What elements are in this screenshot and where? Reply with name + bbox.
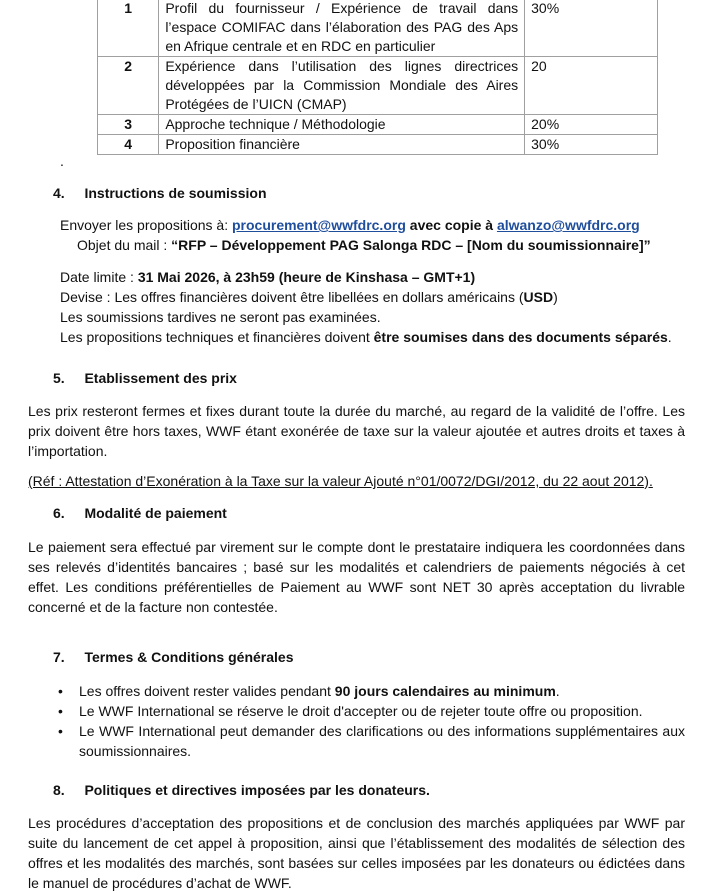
procurement-email-link[interactable]: procurement@wwfdrc.org [231, 217, 406, 233]
currency-value: USD [523, 289, 554, 305]
deadline-label: Date limite : [60, 269, 138, 285]
separate-docs-line [60, 329, 672, 345]
deadline-line [60, 269, 475, 285]
term-text: Le WWF International peut demander des clarifications ou des informations supplémentaires aux soumissionnaires. [79, 723, 685, 759]
section-number: 7. [53, 649, 65, 665]
send-line [60, 217, 640, 233]
term-text: Les offres doivent rester valides pendant [79, 683, 335, 699]
currency-close: ) [553, 289, 558, 305]
section-7-heading [53, 649, 293, 665]
section-5-heading [53, 370, 237, 386]
evaluation-criteria-table [97, 0, 658, 155]
late-submissions-line: Les soumissions tardives ne seront pas examinées. [60, 309, 381, 325]
section-title: Politiques et directives imposées par les donateurs. [84, 782, 430, 798]
term-end: . [555, 683, 560, 699]
copy-label: avec copie à [405, 217, 497, 233]
payment-paragraph: Le paiement sera effectué par virement sur le compte dont le prestataire indiquera les coordonnées dans ses relevés d’identités bancaires ; basé sur les modalités et calendriers de paiements négociés à cet effet. Les conditions préférentielles de Paiement au WWF sont NET 30 après acceptation du livrable concerné et de la facture non contestée. [28, 539, 685, 615]
section-title: Termes & Conditions générales [84, 649, 294, 665]
section-number: 5. [53, 370, 65, 386]
bullet-icon: • [58, 683, 63, 699]
subject-value: “RFP – Développement PAG Salonga RDC – [Nom du soumissionnaire]” [171, 237, 651, 253]
section-number: 6. [53, 505, 65, 521]
deadline-value: 31 Mai 2026, à 23h59 (heure de Kinshasa – GMT+1) [137, 269, 476, 285]
criterion-description: Profil du fournisseur / Expérience de travail dans l’espace COMIFAC dans l’élaboration des PAG des Aps en Afrique centrale et en RDC en particulier [159, 0, 525, 57]
bullet-icon: • [58, 723, 63, 739]
separate-end: . [667, 329, 672, 345]
currency-line [60, 289, 558, 305]
section-number: 4. [53, 185, 65, 201]
criterion-number: 1 [98, 0, 159, 57]
subject-line [77, 237, 651, 253]
terms-list [58, 681, 685, 761]
copy-email-link[interactable]: alwanzo@wwfdrc.org [496, 217, 640, 233]
exemption-reference: (Réf : Attestation d’Exonération à la Taxe sur la valeur Ajouté n°01/0072/DGI/2012, du 22 aout 2012). [28, 473, 653, 489]
criterion-points: 20 [525, 57, 658, 115]
stray-mark: . [60, 153, 64, 169]
criterion-number: 4 [98, 135, 159, 155]
donor-policies-paragraph: Les procédures d’acceptation des propositions et de conclusion des marchés appliquées par WWF par suite du lancement de cet appel à proposition, ainsi que l’établissement des modalités de sélection des offres et les modalités des marchés, sont basées sur celles imposées par les donateurs ou édictées dans le manuel de procédures d’achat de WWF. [28, 815, 685, 891]
list-item [58, 701, 685, 721]
criterion-number: 3 [98, 115, 159, 135]
criterion-description: Approche technique / Méthodologie [159, 115, 525, 135]
bullet-icon: • [58, 703, 63, 719]
subject-label: Objet du mail : [77, 237, 172, 253]
term-text: Le WWF International se réserve le droit d'accepter ou de rejeter toute offre ou proposition. [79, 703, 643, 719]
table-row [98, 135, 658, 155]
send-label: Envoyer les propositions à: [60, 217, 232, 233]
section-8-heading [53, 782, 430, 798]
criterion-points: 30% [525, 135, 658, 155]
list-item [58, 681, 685, 701]
section-title: Etablissement des prix [84, 370, 237, 386]
criterion-number: 2 [98, 57, 159, 115]
pricing-paragraph: Les prix resteront fermes et fixes durant toute la durée du marché, au regard de la validité de l’offre. Les prix doivent être hors taxes, WWF étant exonérée de taxe sur la valeur ajoutée et autres droits et taxes à l’importation. [28, 403, 685, 459]
separate-text: Les propositions techniques et financières doivent [60, 329, 374, 345]
criterion-description: Proposition financière [159, 135, 525, 155]
section-title: Instructions de soumission [84, 185, 267, 201]
table-row [98, 115, 658, 135]
criterion-points: 30% [525, 0, 658, 57]
criterion-description: Expérience dans l’utilisation des lignes directrices développées par la Commission Mondiale des Aires Protégées de l’UICN (CMAP) [159, 57, 525, 115]
section-6-heading [53, 505, 227, 521]
section-title: Modalité de paiement [84, 505, 227, 521]
separate-bold: être soumises dans des documents séparés [373, 329, 668, 345]
currency-text: Devise : Les offres financières doivent être libellées en dollars américains ( [60, 289, 524, 305]
table-row [98, 0, 658, 57]
term-bold: 90 jours calendaires au minimum [334, 683, 556, 699]
section-4-heading [53, 185, 267, 201]
table-row [98, 57, 658, 115]
criterion-points: 20% [525, 115, 658, 135]
section-number: 8. [53, 782, 65, 798]
list-item [58, 721, 685, 761]
